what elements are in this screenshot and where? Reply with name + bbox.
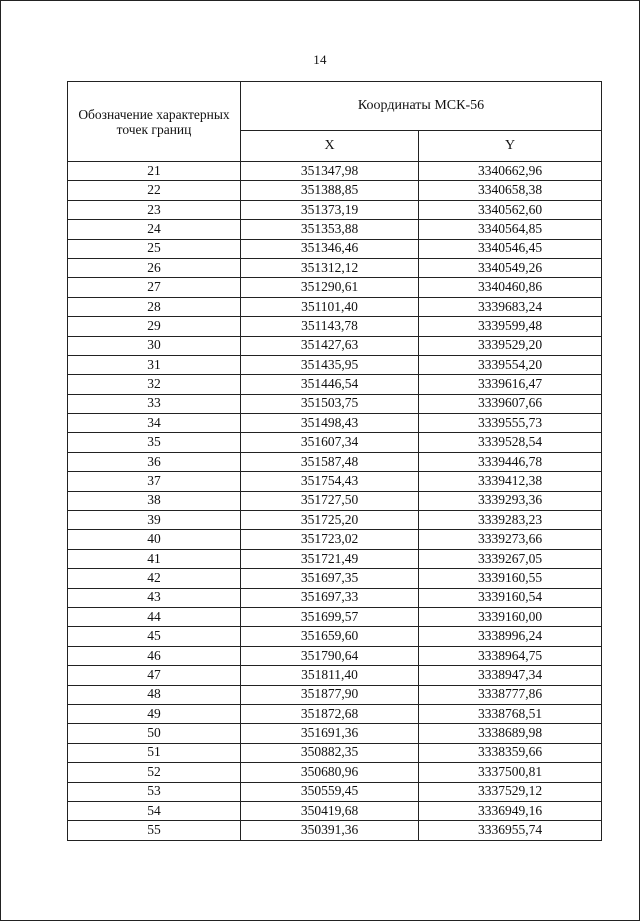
y-coordinate-cell: 3339683,24 (419, 297, 602, 316)
table-row (68, 530, 602, 549)
coordinates-table (67, 81, 602, 841)
y-coordinate-cell: 3339528,54 (419, 433, 602, 452)
y-coordinate-cell: 3340658,38 (419, 181, 602, 200)
y-coordinate-cell: 3339267,05 (419, 549, 602, 568)
y-coordinate-cell: 3339283,23 (419, 511, 602, 530)
table-row (68, 511, 602, 530)
y-coordinate-cell: 3340562,60 (419, 200, 602, 219)
table-row (68, 607, 602, 626)
x-coordinate-cell: 351659,60 (241, 627, 419, 646)
header-coordinates: Координаты МСК-56 (241, 82, 602, 131)
x-coordinate-cell: 351877,90 (241, 685, 419, 704)
table-row (68, 801, 602, 820)
y-coordinate-cell: 3340549,26 (419, 258, 602, 277)
y-coordinate-cell: 3339529,20 (419, 336, 602, 355)
table-header (68, 82, 602, 162)
point-cell: 38 (68, 491, 241, 510)
point-cell: 52 (68, 763, 241, 782)
x-coordinate-cell: 351373,19 (241, 200, 419, 219)
point-cell: 37 (68, 472, 241, 491)
table-row (68, 355, 602, 374)
x-coordinate-cell: 351872,68 (241, 704, 419, 723)
x-coordinate-cell: 351811,40 (241, 666, 419, 685)
y-coordinate-cell: 3340662,96 (419, 162, 602, 181)
table-row (68, 588, 602, 607)
point-cell: 43 (68, 588, 241, 607)
y-coordinate-cell: 3339554,20 (419, 355, 602, 374)
table-row (68, 278, 602, 297)
point-cell: 26 (68, 258, 241, 277)
x-coordinate-cell: 351346,46 (241, 239, 419, 258)
y-coordinate-cell: 3339273,66 (419, 530, 602, 549)
table-row (68, 627, 602, 646)
x-coordinate-cell: 351587,48 (241, 452, 419, 471)
point-cell: 45 (68, 627, 241, 646)
y-coordinate-cell: 3338777,86 (419, 685, 602, 704)
y-coordinate-cell: 3340460,86 (419, 278, 602, 297)
x-coordinate-cell: 351446,54 (241, 375, 419, 394)
point-cell: 25 (68, 239, 241, 258)
table-row (68, 743, 602, 762)
y-coordinate-cell: 3337500,81 (419, 763, 602, 782)
x-coordinate-cell: 350680,96 (241, 763, 419, 782)
point-cell: 55 (68, 821, 241, 840)
x-coordinate-cell: 351427,63 (241, 336, 419, 355)
y-coordinate-cell: 3338996,24 (419, 627, 602, 646)
point-cell: 53 (68, 782, 241, 801)
y-coordinate-cell: 3340564,85 (419, 220, 602, 239)
y-coordinate-cell: 3336949,16 (419, 801, 602, 820)
x-coordinate-cell: 351790,64 (241, 646, 419, 665)
table-row (68, 375, 602, 394)
point-cell: 46 (68, 646, 241, 665)
x-coordinate-cell: 351607,34 (241, 433, 419, 452)
y-coordinate-cell: 3338768,51 (419, 704, 602, 723)
x-coordinate-cell: 351503,75 (241, 394, 419, 413)
x-coordinate-cell: 351691,36 (241, 724, 419, 743)
table-row (68, 452, 602, 471)
point-cell: 48 (68, 685, 241, 704)
x-coordinate-cell: 351388,85 (241, 181, 419, 200)
header-x: X (241, 130, 419, 161)
table-row (68, 414, 602, 433)
point-cell: 35 (68, 433, 241, 452)
point-cell: 33 (68, 394, 241, 413)
table-row (68, 763, 602, 782)
table-row (68, 220, 602, 239)
point-cell: 44 (68, 607, 241, 626)
x-coordinate-cell: 351723,02 (241, 530, 419, 549)
table-row (68, 297, 602, 316)
y-coordinate-cell: 3339555,73 (419, 414, 602, 433)
table-row (68, 472, 602, 491)
header-point-designation: Обозначение характерных точек границ (68, 82, 241, 162)
table-row (68, 317, 602, 336)
table-row (68, 646, 602, 665)
y-coordinate-cell: 3340546,45 (419, 239, 602, 258)
table-row (68, 258, 602, 277)
x-coordinate-cell: 351754,43 (241, 472, 419, 491)
y-coordinate-cell: 3339160,55 (419, 569, 602, 588)
table-row (68, 549, 602, 568)
x-coordinate-cell: 350391,36 (241, 821, 419, 840)
x-coordinate-cell: 350419,68 (241, 801, 419, 820)
table-row (68, 181, 602, 200)
point-cell: 50 (68, 724, 241, 743)
point-cell: 22 (68, 181, 241, 200)
x-coordinate-cell: 351727,50 (241, 491, 419, 510)
point-cell: 30 (68, 336, 241, 355)
y-coordinate-cell: 3339446,78 (419, 452, 602, 471)
x-coordinate-cell: 351347,98 (241, 162, 419, 181)
x-coordinate-cell: 351353,88 (241, 220, 419, 239)
x-coordinate-cell: 351721,49 (241, 549, 419, 568)
x-coordinate-cell: 351725,20 (241, 511, 419, 530)
table-row (68, 200, 602, 219)
point-cell: 27 (68, 278, 241, 297)
point-cell: 47 (68, 666, 241, 685)
x-coordinate-cell: 351697,35 (241, 569, 419, 588)
point-cell: 28 (68, 297, 241, 316)
x-coordinate-cell: 351498,43 (241, 414, 419, 433)
table-row (68, 433, 602, 452)
point-cell: 31 (68, 355, 241, 374)
y-coordinate-cell: 3339160,00 (419, 607, 602, 626)
point-cell: 36 (68, 452, 241, 471)
point-cell: 24 (68, 220, 241, 239)
y-coordinate-cell: 3336955,74 (419, 821, 602, 840)
table-row (68, 239, 602, 258)
point-cell: 54 (68, 801, 241, 820)
x-coordinate-cell: 351697,33 (241, 588, 419, 607)
y-coordinate-cell: 3338964,75 (419, 646, 602, 665)
point-cell: 21 (68, 162, 241, 181)
y-coordinate-cell: 3337529,12 (419, 782, 602, 801)
x-coordinate-cell: 351143,78 (241, 317, 419, 336)
y-coordinate-cell: 3338689,98 (419, 724, 602, 743)
table-row (68, 666, 602, 685)
table-row (68, 685, 602, 704)
x-coordinate-cell: 351101,40 (241, 297, 419, 316)
x-coordinate-cell: 351435,95 (241, 355, 419, 374)
y-coordinate-cell: 3339599,48 (419, 317, 602, 336)
table-body (68, 162, 602, 841)
point-cell: 49 (68, 704, 241, 723)
y-coordinate-cell: 3339412,38 (419, 472, 602, 491)
x-coordinate-cell: 351312,12 (241, 258, 419, 277)
table-row (68, 724, 602, 743)
table-row (68, 394, 602, 413)
table-row (68, 336, 602, 355)
point-cell: 32 (68, 375, 241, 394)
table-row (68, 569, 602, 588)
point-cell: 42 (68, 569, 241, 588)
point-cell: 34 (68, 414, 241, 433)
point-cell: 51 (68, 743, 241, 762)
point-cell: 41 (68, 549, 241, 568)
y-coordinate-cell: 3338947,34 (419, 666, 602, 685)
point-cell: 23 (68, 200, 241, 219)
x-coordinate-cell: 350559,45 (241, 782, 419, 801)
y-coordinate-cell: 3338359,66 (419, 743, 602, 762)
table-row (68, 821, 602, 840)
x-coordinate-cell: 351290,61 (241, 278, 419, 297)
table-row (68, 491, 602, 510)
table-row (68, 704, 602, 723)
x-coordinate-cell: 350882,35 (241, 743, 419, 762)
y-coordinate-cell: 3339160,54 (419, 588, 602, 607)
table-row (68, 162, 602, 181)
y-coordinate-cell: 3339607,66 (419, 394, 602, 413)
table-row (68, 782, 602, 801)
point-cell: 40 (68, 530, 241, 549)
point-cell: 39 (68, 511, 241, 530)
header-y: Y (419, 130, 602, 161)
point-cell: 29 (68, 317, 241, 336)
x-coordinate-cell: 351699,57 (241, 607, 419, 626)
page-number: 14 (313, 52, 327, 67)
y-coordinate-cell: 3339616,47 (419, 375, 602, 394)
y-coordinate-cell: 3339293,36 (419, 491, 602, 510)
